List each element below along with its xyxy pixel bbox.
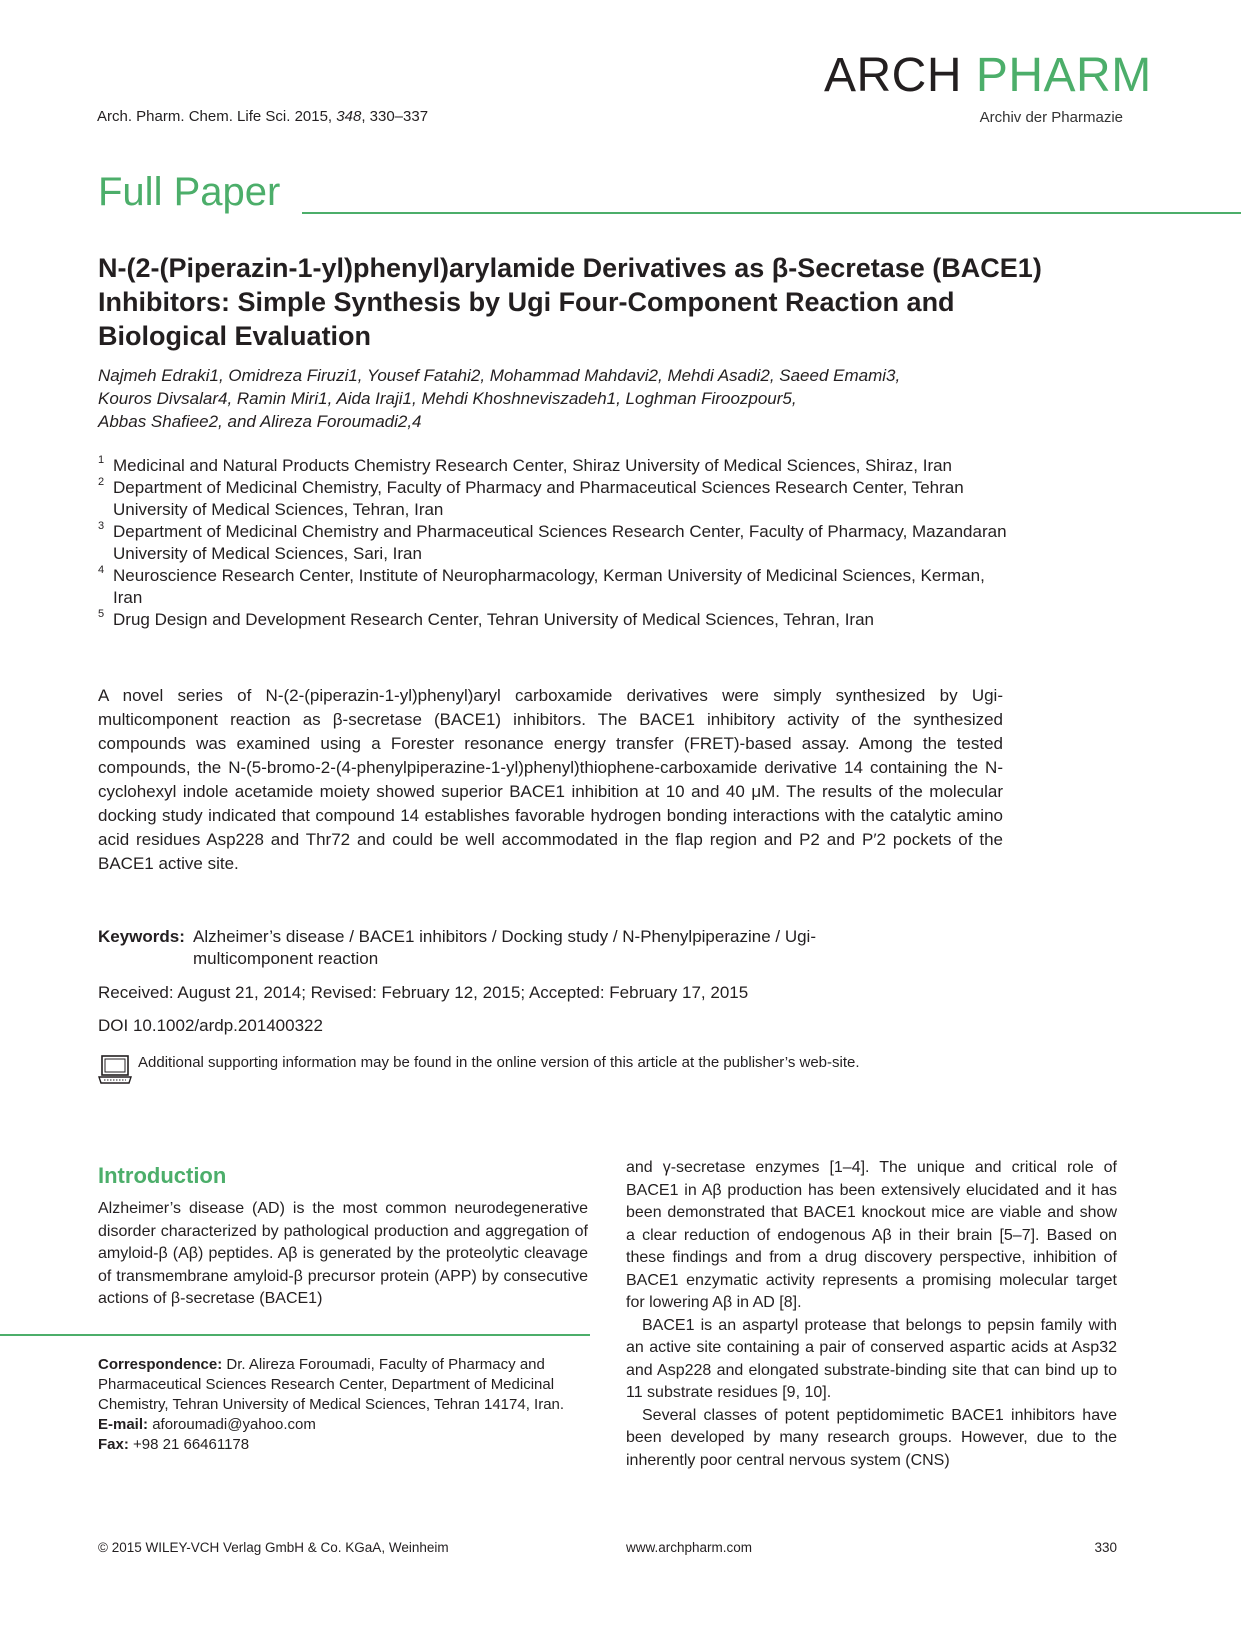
affiliation-item: [98, 477, 1008, 521]
correspondence-label: Correspondence:: [98, 1356, 223, 1373]
affiliation-text: Department of Medicinal Chemistry, Faculty of Pharmacy and Pharmaceutical Sciences Research Center, Tehran University of Medical Sciences, Tehran, Iran: [113, 478, 964, 519]
computer-icon: [98, 1055, 132, 1085]
correspondence-divider: [0, 1334, 590, 1336]
intro-left-column: Alzheimer’s disease (AD) is the most common neurodegenerative disorder characterized by pathological production and aggregation of amyloid-β (Aβ) peptides. Aβ is generated by the proteolytic cleavage of transmembrane amyloid-β precursor protein (APP) by consecutive actions of β-secretase (BACE1): [98, 1200, 588, 1307]
journal-citation: [97, 108, 428, 125]
affiliation-text: Department of Medicinal Chemistry and Pharmaceutical Sciences Research Center, Faculty of Pharmacy, Mazandaran University of Medical Sciences, Sari, Iran: [113, 522, 1007, 563]
author-line: Abbas Shafiee2, and Alireza Foroumadi2,4: [98, 412, 422, 431]
author-line: Najmeh Edraki1, Omidreza Firuzi1, Yousef Fatahi2, Mohammad Mahdavi2, Mehdi Asadi2, Saeed Emami3,: [98, 366, 901, 385]
affiliation-item: [98, 609, 1008, 631]
logo-subtitle: Archiv der Pharmazie: [979, 109, 1123, 126]
doi-link[interactable]: DOI 10.1002/ardp.201400322: [98, 1016, 323, 1035]
section-label: Full Paper: [98, 170, 281, 214]
email-label: E-mail:: [98, 1416, 149, 1433]
author-list: [98, 364, 1078, 433]
keywords-text: Alzheimer’s disease / BACE1 inhibitors / Docking study / N-Phenylpiperazine / Ugi-multicomponent reaction: [193, 927, 816, 968]
intro-right-column: [626, 1157, 1117, 1472]
logo-arch: ARCH: [824, 49, 963, 102]
fax-label: Fax:: [98, 1436, 129, 1453]
supporting-info-note: Additional supporting information may be found in the online version of this article at the publisher’s web-site.: [138, 1054, 860, 1071]
footer-website-link[interactable]: www.archpharm.com: [626, 1540, 753, 1555]
paragraph: BACE1 is an aspartyl protease that belongs to pepsin family with an active site containing a pair of conserved aspartic acids at Asp32 and Asp228 and elongated substrate-binding site that can bind up to 11 substrate residues [9, 10].: [626, 1316, 1117, 1401]
journal-logo: [824, 49, 1152, 102]
affiliation-number: 1: [98, 454, 105, 466]
affiliation-item: [98, 521, 1008, 565]
keywords-label: Keywords:: [98, 927, 185, 946]
abstract: A novel series of N-(2-(piperazin-1-yl)phenyl)aryl carboxamide derivatives were simply synthesized by Ugi-multicomponent reaction as β-secretase (BACE1) inhibitors. The BACE1 inhibitory activity of the synthesized compounds was examined using a Forester resonance energy transfer (FRET)-based assay. Among the tested compounds, the N-(5-bromo-2-(4-phenylpiperazine-1-yl)phenyl)thiophene-carboxamide derivative 14 containing the N-cyclohexyl indole acetamide moiety showed superior BACE1 inhibition at 10 and 40 μM. The results of the molecular docking study indicated that compound 14 establishes favorable hydrogen bonding interactions with the catalytic amino acid residues Asp228 and Thr72 and could be well accommodated in the flap region and P2 and P′2 pockets of the BACE1 active site.: [98, 686, 1003, 873]
affiliation-number: 4: [98, 564, 105, 576]
paper-title: N-(2-(Piperazin-1-yl)phenyl)arylamide Derivatives as β-Secretase (BACE1) Inhibitors: Simple Synthesis by Ugi Four-Component Reaction and Biological Evaluation: [98, 253, 1042, 351]
citation-pages: , 330–337: [361, 108, 429, 125]
email-link[interactable]: aforoumadi@yahoo.com: [152, 1416, 316, 1433]
affiliation-number: 3: [98, 520, 105, 532]
fax-number: +98 21 66461178: [133, 1436, 250, 1453]
paragraph: Several classes of potent peptidomimetic BACE1 inhibitors have been developed by many research groups. However, due to the inherently poor central nervous system (CNS): [626, 1406, 1117, 1469]
keywords: [98, 926, 998, 968]
section-divider: [302, 212, 1241, 214]
affiliation-text: Drug Design and Development Research Center, Tehran University of Medical Sciences, Tehran, Iran: [113, 610, 874, 629]
affiliation-text: Neuroscience Research Center, Institute of Neuropharmacology, Kerman University of Medicinal Sciences, Kerman, Iran: [113, 566, 985, 607]
article-dates: Received: August 21, 2014; Revised: February 12, 2015; Accepted: February 17, 2015: [98, 983, 749, 1002]
affiliation-number: 2: [98, 476, 105, 488]
citation-prefix: Arch. Pharm. Chem. Life Sci. 2015,: [97, 108, 337, 125]
page-number: 330: [1094, 1540, 1117, 1555]
affiliation-text: Medicinal and Natural Products Chemistry Research Center, Shiraz University of Medical Sciences, Shiraz, Iran: [113, 456, 953, 475]
affiliation-item: [98, 455, 1008, 477]
affiliation-number: 5: [98, 608, 105, 620]
affiliation-item: [98, 565, 1008, 609]
author-line: Kouros Divsalar4, Ramin Miri1, Aida Iraji1, Mehdi Khoshneviszadeh1, Loghman Firoozpour5,: [98, 389, 797, 408]
footer-copyright: © 2015 WILEY-VCH Verlag GmbH & Co. KGaA, Weinheim: [98, 1540, 449, 1555]
logo-pharm: PHARM: [975, 49, 1152, 102]
citation-volume: 348: [336, 108, 362, 125]
correspondence-text: Dr. Alireza Foroumadi, Faculty of Pharmacy and Pharmaceutical Sciences Research Center, Department of Medicinal Chemistry, Tehran University of Medical Sciences, Tehran 14174, Iran.: [98, 1356, 565, 1413]
paragraph: and γ-secretase enzymes [1–4]. The unique and critical role of BACE1 in Aβ production has been extensively elucidated and it has been demonstrated that BACE1 knockout mice are viable and show a clear reduction of endogenous Aβ in their brain [5–7]. Based on these findings and from a drug discovery perspective, inhibition of BACE1 enzymatic activity represents a promising molecular target for lowering Aβ in AD [8].: [626, 1159, 1117, 1311]
affiliation-list: [98, 455, 1008, 631]
introduction-heading: Introduction: [98, 1163, 227, 1188]
correspondence-block: [98, 1355, 588, 1455]
